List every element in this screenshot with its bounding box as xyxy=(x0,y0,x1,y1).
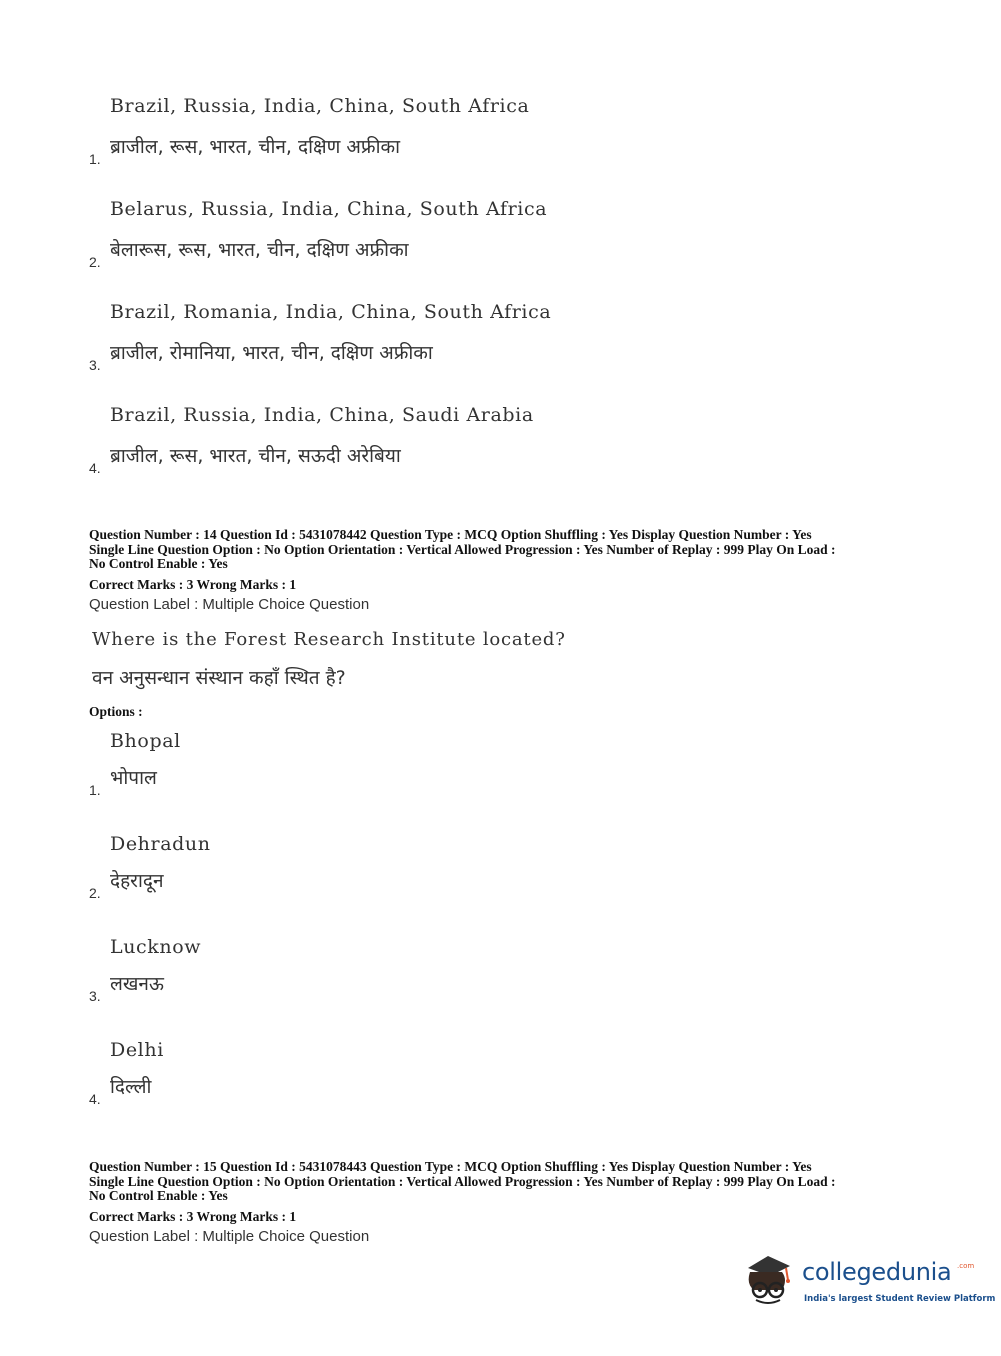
meta-line: No Control Enable : Yes xyxy=(89,1188,228,1203)
option-text-hi: ब्राजील, रूस, भारत, चीन, दक्षिण अफ्रीका xyxy=(110,136,401,158)
question-14-text-en: Where is the Forest Research Institute located? xyxy=(92,629,566,650)
logo-brand-text: collegedunia xyxy=(802,1258,952,1286)
question-14-meta xyxy=(89,528,919,572)
question-15-meta xyxy=(89,1160,919,1204)
meta-line: Single Line Question Option : No Option Orientation : Vertical Allowed Progression : Yes Number of Replay : 999 Play On Load : xyxy=(89,1173,836,1189)
meta-line: Question Number : 15 Question Id : 5431078443 Question Type : MCQ Option Shuffling : Yes Display Question Number : Yes xyxy=(89,1159,812,1174)
option-number: 1. xyxy=(89,151,101,167)
option-number: 3. xyxy=(89,357,101,373)
option-number: 1. xyxy=(89,782,101,798)
logo-tagline: India's largest Student Review Platform xyxy=(804,1294,996,1304)
option-number: 2. xyxy=(89,254,101,270)
question-15-label: Question Label : Multiple Choice Question xyxy=(89,1228,370,1245)
option-text-hi: ब्राजील, रोमानिया, भारत, चीन, दक्षिण अफ्रीका xyxy=(110,342,433,364)
option-text-hi: दिल्ली xyxy=(110,1076,152,1098)
option-text-en: Belarus, Russia, India, China, South Africa xyxy=(110,198,548,220)
option-text-en: Brazil, Russia, India, China, South Africa xyxy=(110,95,530,117)
option-text-en: Bhopal xyxy=(110,730,181,752)
logo-dotcom: .com xyxy=(957,1262,975,1270)
meta-line: Question Number : 14 Question Id : 5431078442 Question Type : MCQ Option Shuffling : Yes Display Question Number : Yes xyxy=(89,527,812,542)
option-text-hi: ब्राजील, रूस, भारत, चीन, सऊदी अरेबिया xyxy=(110,445,401,467)
option-text-en: Lucknow xyxy=(110,936,202,958)
option-text-en: Delhi xyxy=(110,1039,164,1061)
question-14-label: Question Label : Multiple Choice Question xyxy=(89,596,370,613)
option-text-en: Brazil, Russia, India, China, Saudi Arabia xyxy=(110,404,534,426)
meta-line: No Control Enable : Yes xyxy=(89,556,228,571)
question-15-marks: Correct Marks : 3 Wrong Marks : 1 xyxy=(89,1209,297,1224)
mascot-icon xyxy=(742,1250,802,1310)
option-text-hi: भोपाल xyxy=(110,767,157,789)
question-14-marks: Correct Marks : 3 Wrong Marks : 1 xyxy=(89,577,297,592)
meta-line: Single Line Question Option : No Option Orientation : Vertical Allowed Progression : Yes Number of Replay : 999 Play On Load : xyxy=(89,541,836,557)
option-number: 4. xyxy=(89,460,101,476)
option-text-hi: देहरादून xyxy=(110,870,164,892)
question-14-text-hi: वन अनुसन्धान संस्थान कहाँ स्थित है? xyxy=(92,667,346,689)
options-label: Options : xyxy=(89,704,143,719)
option-number: 2. xyxy=(89,885,101,901)
option-number: 4. xyxy=(89,1091,101,1107)
option-text-hi: लखनऊ xyxy=(110,973,164,995)
collegedunia-logo xyxy=(742,1250,996,1312)
option-text-en: Dehradun xyxy=(110,833,211,855)
option-text-en: Brazil, Romania, India, China, South Africa xyxy=(110,301,552,323)
option-number: 3. xyxy=(89,988,101,1004)
option-text-hi: बेलारूस, रूस, भारत, चीन, दक्षिण अफ्रीका xyxy=(110,239,409,261)
